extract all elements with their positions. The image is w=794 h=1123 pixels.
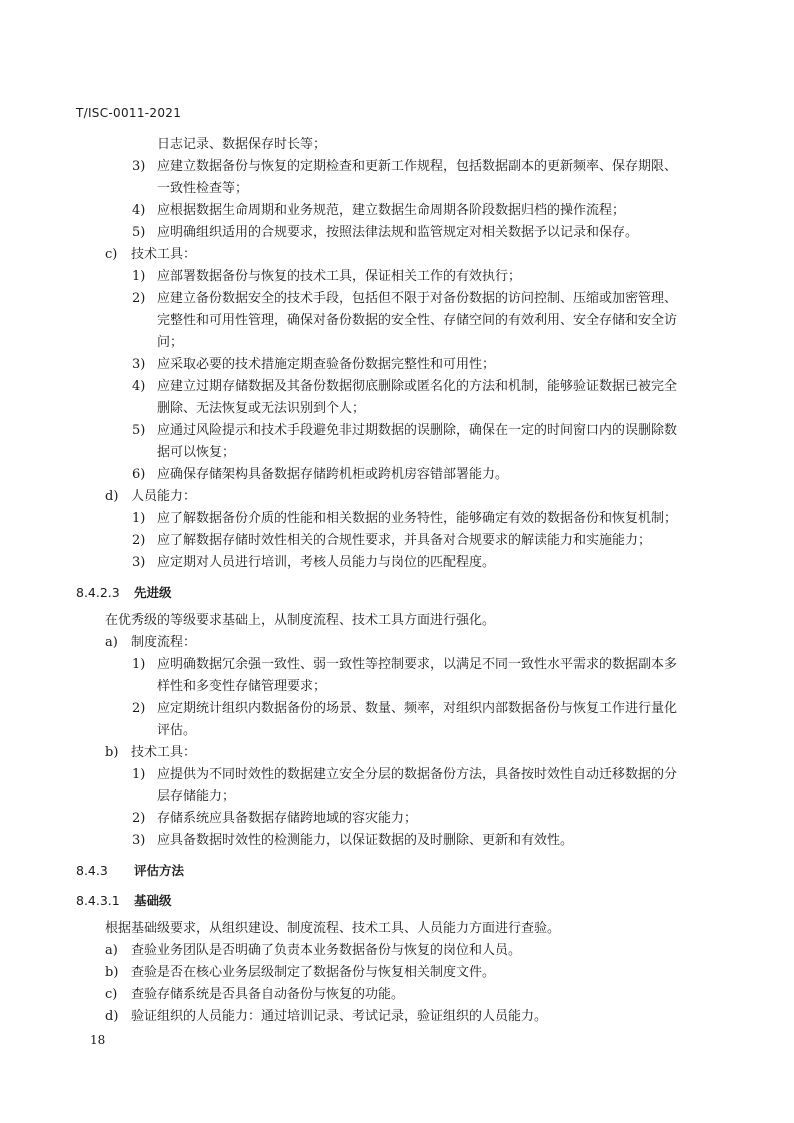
list-item — [76, 354, 726, 376]
text-line: 完整性和可用性管理，确保对备份数据的安全性、存储空间的有效利用、安全存储和安全访 — [157, 313, 678, 328]
text-line: 应建立过期存储数据及其备份数据彻底删除或匿名化的方法和机制，能够验证数据已被完全 — [157, 379, 678, 394]
text-line: 应通过风险提示和技术手段避免非过期数据的误删除，确保在一定的时间窗口内的误删除数 — [157, 423, 678, 438]
page-number: 18 — [90, 1033, 106, 1047]
text-line: 样性和多变性存储管理要求； — [157, 679, 327, 694]
item-number: 4) — [132, 379, 146, 394]
section-intro: 根据基础级要求，从组织建设、制度流程、技术工具、人员能力方面进行查验。 — [105, 921, 561, 936]
list-item — [76, 288, 726, 354]
list-marker: b) — [105, 745, 119, 760]
list-item — [76, 200, 726, 222]
document-id: T/ISC-0011-2021 — [76, 106, 182, 120]
list-marker: a) — [105, 943, 118, 958]
section-intro: 在优秀级的等级要求基础上，从制度流程、技术工具方面进行强化。 — [105, 613, 496, 628]
item-text: 查验是否在核心业务层级制定了数据备份与恢复相关制度文件。 — [131, 965, 496, 980]
item-text — [157, 654, 726, 698]
list-item — [76, 764, 726, 808]
section-number: 8.4.3.1 — [76, 893, 120, 908]
list-marker: a) — [105, 635, 118, 650]
text-line: 问； — [157, 335, 184, 350]
text-line: 应明确数据冗余强一致性、弱一致性等控制要求，以满足不同一致性水平需求的数据副本多 — [157, 657, 678, 672]
item-text: 应部署数据备份与恢复的技术工具，保证相关工作的有效执行； — [157, 269, 522, 284]
text-line: 据可以恢复； — [157, 445, 236, 460]
item-text — [157, 288, 726, 354]
list-heading-a — [76, 632, 726, 654]
list-marker: c) — [105, 987, 118, 1002]
list-marker: c) — [105, 247, 118, 262]
item-number: 2) — [132, 291, 146, 306]
item-number: 3) — [132, 555, 146, 570]
text-line: 应定期统计组织内数据备份的场景、数量、频率，对组织内部数据备份与恢复工作进行量化 — [157, 701, 678, 716]
text-line: 评估。 — [157, 723, 197, 738]
item-text: 存储系统应具备数据存储跨地域的容灾能力； — [157, 811, 418, 826]
list-heading-d — [76, 486, 726, 508]
item-number: 3) — [132, 833, 146, 848]
list-marker: b) — [105, 965, 119, 980]
section-title: 基础级 — [134, 893, 172, 908]
section-number: 8.4.3 — [76, 863, 108, 878]
item-text: 查验业务团队是否明确了负责本业务数据备份与恢复的岗位和人员。 — [131, 943, 522, 958]
item-text: 应确保存储架构具备数据存储跨机柜或跨机房容错部署能力。 — [157, 467, 509, 482]
item-number: 3) — [132, 357, 146, 372]
list-heading-c — [76, 244, 726, 266]
item-number: 1) — [132, 511, 146, 526]
item-number: 5) — [132, 423, 146, 438]
item-number: 6) — [132, 467, 146, 482]
page-body — [76, 134, 726, 1028]
item-number: 5) — [132, 225, 146, 240]
section-title: 评估方法 — [134, 863, 185, 878]
item-number: 4) — [132, 203, 146, 218]
list-label: 人员能力： — [131, 489, 197, 504]
item-number: 2) — [132, 533, 146, 548]
item-text: 应定期对人员进行培训，考核人员能力与岗位的匹配程度。 — [157, 555, 496, 570]
section-number: 8.4.2.3 — [76, 585, 120, 600]
list-item — [76, 156, 726, 200]
list-item — [76, 508, 726, 530]
item-number: 3) — [132, 159, 146, 174]
item-number: 1) — [132, 767, 146, 782]
list-label: 技术工具： — [131, 247, 197, 262]
item-text: 验证组织的人员能力：通过培训记录、考试记录，验证组织的人员能力。 — [131, 1009, 548, 1024]
list-item — [76, 266, 726, 288]
item-text: 应了解数据存储时效性相关的合规性要求，并具备对合规要求的解读能力和实施能力； — [157, 533, 652, 548]
text-line: 应建立数据备份与恢复的定期检查和更新工作规程，包括数据副本的更新频率、保存期限、 — [157, 159, 678, 174]
list-item — [76, 940, 726, 962]
item-text — [157, 698, 726, 742]
section-title: 先进级 — [134, 585, 172, 600]
list-item — [76, 222, 726, 244]
list-item — [76, 698, 726, 742]
item-text — [157, 420, 726, 464]
item-number: 1) — [132, 269, 146, 284]
list-heading-b — [76, 742, 726, 764]
item-number: 2) — [132, 701, 146, 716]
item-text — [157, 764, 726, 808]
list-item — [76, 808, 726, 830]
list-item — [76, 1006, 726, 1028]
list-label: 技术工具： — [131, 745, 197, 760]
text-line: 应建立备份数据安全的技术手段，包括但不限于对备份数据的访问控制、压缩或加密管理、 — [157, 291, 678, 306]
list-item — [76, 530, 726, 552]
item-text — [157, 156, 726, 200]
continuation-line: 日志记录、数据保存时长等； — [157, 137, 327, 152]
item-text: 应具备数据时效性的检测能力，以保证数据的及时删除、更新和有效性。 — [157, 833, 574, 848]
text-line: 删除、无法恢复或无法识别到个人； — [157, 401, 366, 416]
item-text — [157, 376, 726, 420]
item-number: 1) — [132, 657, 146, 672]
list-item — [76, 962, 726, 984]
list-item — [76, 376, 726, 420]
list-item — [76, 654, 726, 698]
text-line: 层存储能力； — [157, 789, 236, 804]
list-label: 制度流程： — [131, 635, 197, 650]
text-line: 应提供为不同时效性的数据建立安全分层的数据备份方法，具备按时效性自动迁移数据的分 — [157, 767, 678, 782]
item-text: 应采取必要的技术措施定期查验备份数据完整性和可用性； — [157, 357, 496, 372]
list-marker: d) — [105, 1009, 119, 1024]
list-marker: d) — [105, 489, 119, 504]
item-number: 2) — [132, 811, 146, 826]
section-heading-8431 — [76, 890, 726, 912]
item-text: 应了解数据备份介质的性能和相关数据的业务特性，能够确定有效的数据备份和恢复机制； — [157, 511, 678, 526]
item-text: 查验存储系统是否具备自动备份与恢复的功能。 — [131, 987, 405, 1002]
item-text: 应明确组织适用的合规要求，按照法律法规和监管规定对相关数据予以记录和保存。 — [157, 225, 639, 240]
section-heading-843 — [76, 860, 726, 882]
list-item — [76, 464, 726, 486]
section-heading-8423 — [76, 582, 726, 604]
text-line: 一致性检查等； — [157, 181, 249, 196]
item-text: 应根据数据生命周期和业务规范，建立数据生命周期各阶段数据归档的操作流程； — [157, 203, 626, 218]
list-item — [76, 984, 726, 1006]
list-item — [76, 552, 726, 574]
list-item — [76, 830, 726, 852]
list-item — [76, 420, 726, 464]
